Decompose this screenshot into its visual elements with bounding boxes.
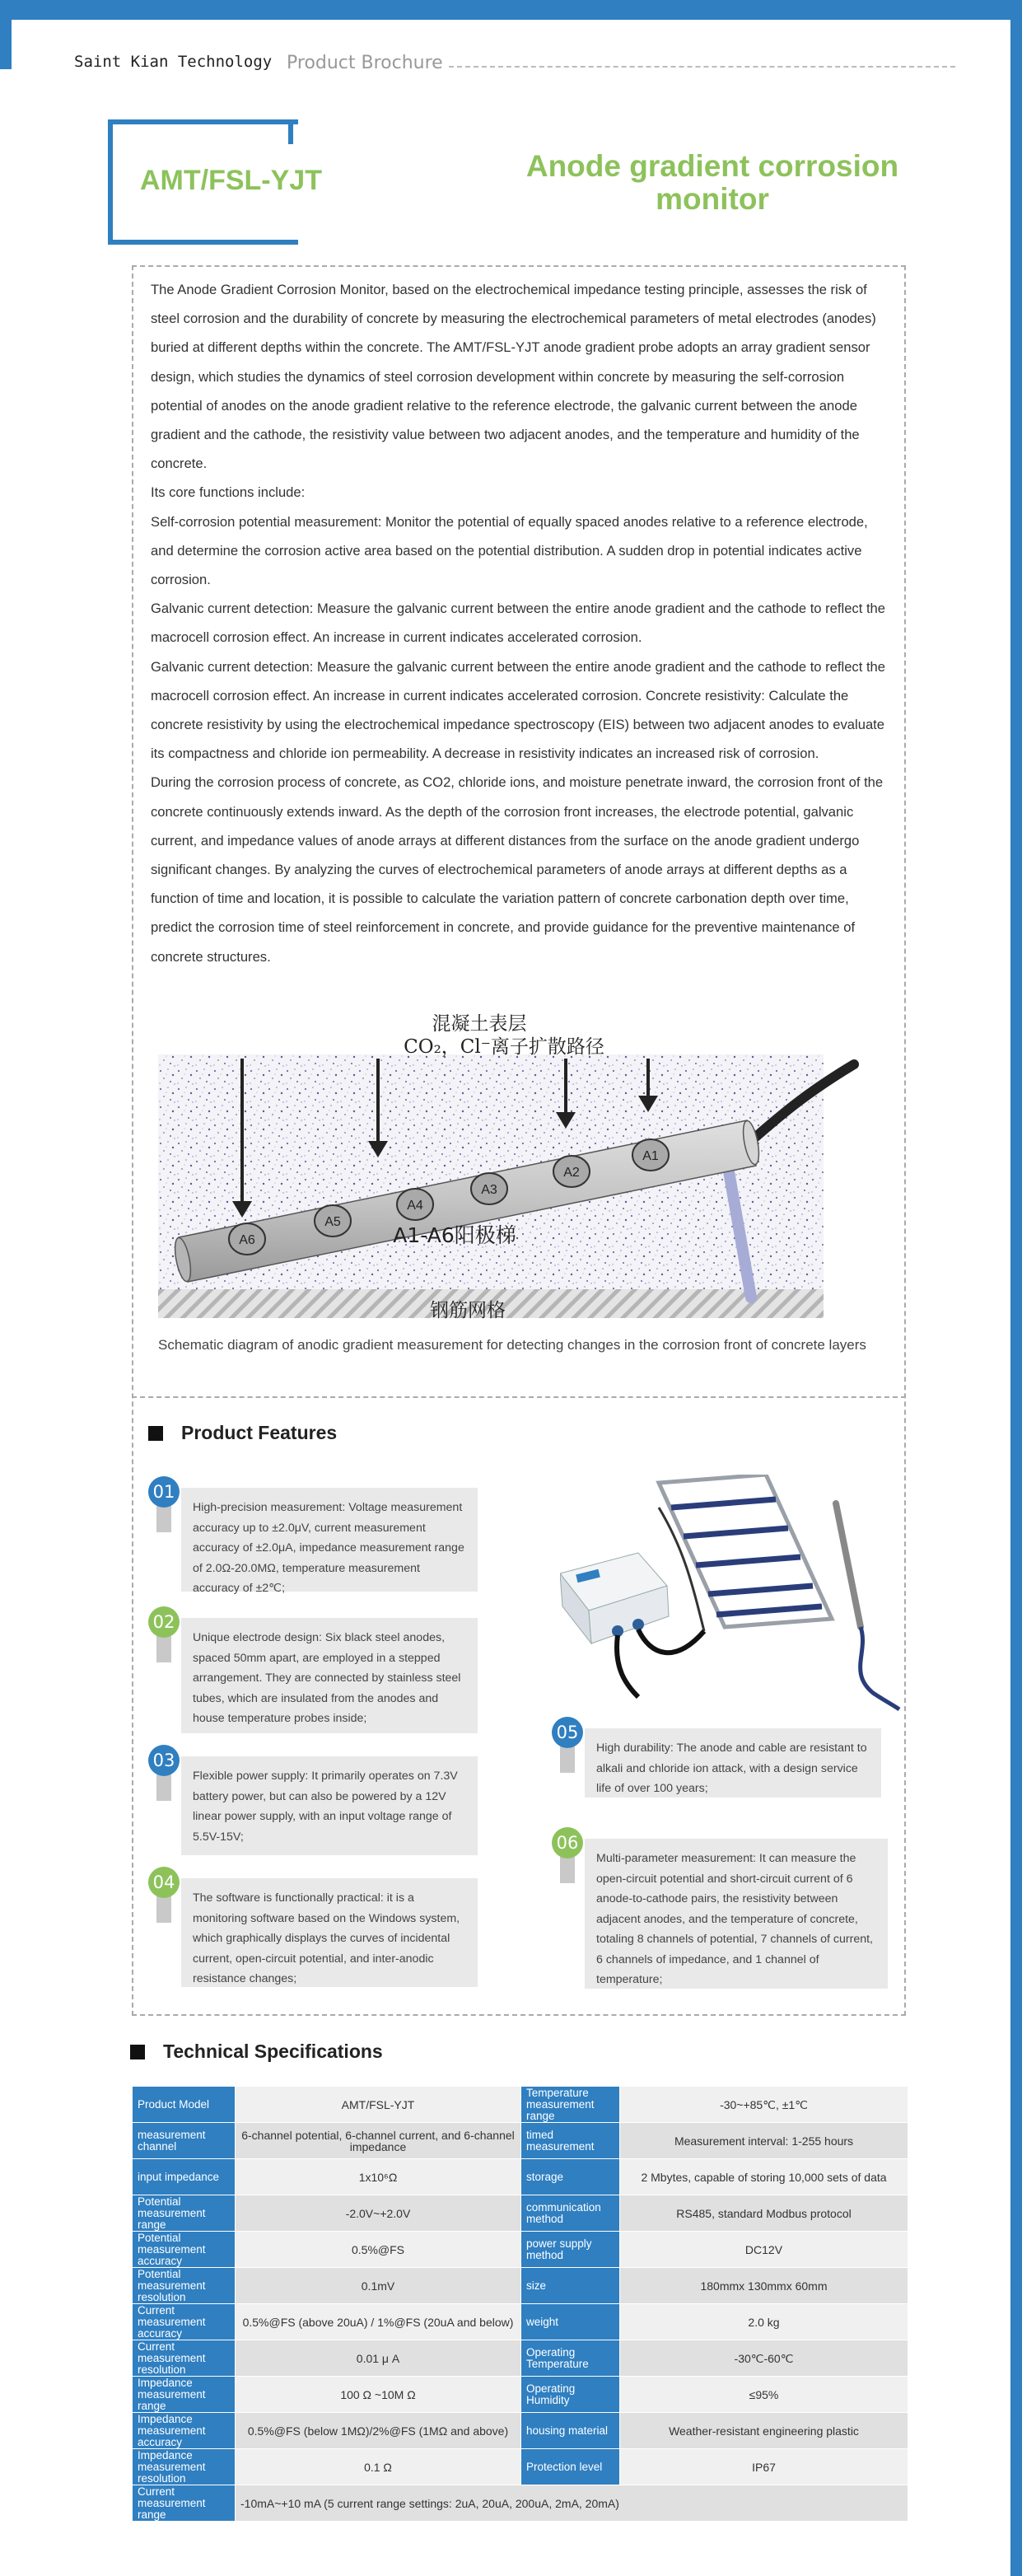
section-divider [132, 1396, 906, 1398]
spec-value: IP67 [620, 2449, 908, 2485]
intro-paragraph: Galvanic current detection: Measure the galvanic current between the entire anode gradient and the cathode to reflect the macrocell corrosion effect. An increase in current indicates accelerated corrosion. [151, 601, 886, 646]
monitor-enclosure [560, 1553, 704, 1697]
intro-paragraph: Galvanic current detection: Measure the galvanic current between the entire anode gradient and the cathode to reflect the macrocell corrosion effect. An increase in current indicates accelerated corrosion. Concrete resistivity: Calculate the concrete resistivity by using the electrochemical impedance spectroscopy (EIS) between two adjacent anodes to evaluate its compactness and chloride ion permeability. A decrease in resistivity indicates an increased risk of corrosion. [151, 658, 886, 762]
device-photo [560, 1475, 906, 1713]
table-row [133, 2413, 908, 2449]
surface-label: 混凝土表层 [432, 1013, 527, 1035]
spec-label: size [521, 2268, 620, 2304]
header-divider [449, 66, 955, 68]
spec-label: Operating Humidity [521, 2377, 620, 2413]
spec-label: Impedance measurement range [133, 2377, 236, 2413]
spec-value: DC12V [620, 2232, 908, 2268]
spec-value: -10mA~+10 mA (5 current range settings: 2uA, 20uA, 200uA, 2mA, 20mA) [236, 2485, 908, 2522]
spec-value: ≤95% [620, 2377, 908, 2413]
spec-value: 100 Ω ~10M Ω [236, 2377, 521, 2413]
intro-paragraph: The Anode Gradient Corrosion Monitor, based on the electrochemical impedance testing principle, assesses the risk of steel corrosion and the durability of concrete by measuring the electrochemical parameters of metal electrodes (anodes) buried at different depths within the concrete. The AMT/FSL-YJT anode gradient probe adopts an array gradient sensor design, which studies the dynamics of steel corrosion development within concrete by measuring the self-corrosion potential of anodes on the anode gradient relative to the reference electrode, the galvanic current between the anode gradient and the cathode, the resistivity value between two adjacent anodes, and the temperature and humidity of the concrete. [151, 282, 876, 472]
spec-label: Impedance measurement resolution [133, 2449, 236, 2485]
spec-value: Weather-resistant engineering plastic [620, 2413, 908, 2449]
table-row [133, 2449, 908, 2485]
spec-label: Potential measurement range [133, 2195, 236, 2232]
table-row [133, 2377, 908, 2413]
feature-text: Flexible power supply: It primarily operates on 7.3V battery power, but can also be powered by a 12V linear power supply, with an input voltage range of 5.5V-15V; [181, 1756, 478, 1855]
rebar-label: 钢筋网格 [430, 1300, 506, 1321]
spec-value: 0.1mV [236, 2268, 521, 2304]
spec-label: input impedance [133, 2159, 236, 2195]
spec-label: Current measurement resolution [133, 2340, 236, 2377]
table-row [133, 2232, 908, 2268]
spec-value: -30~+85℃, ±1℃ [620, 2087, 908, 2123]
feature-number: 01 [148, 1476, 180, 1508]
anode-ladder-label: A1-A6阳极梯 [393, 1223, 516, 1247]
feature-number: 02 [148, 1606, 180, 1638]
diffusion-path-label: CO₂，Cl⁻离子扩散路径 [404, 1036, 604, 1058]
top-frame-bar [0, 0, 1022, 20]
table-row [133, 2087, 908, 2123]
intro-paragraph: Self-corrosion potential measurement: Monitor the potential of equally spaced anodes relative to a reference electrode, and determine the corrosion active area based on the potential distribution. A sudden drop in potential indicates active corrosion. [151, 513, 868, 588]
spec-label: Product Model [133, 2087, 236, 2123]
spec-value: 6-channel potential, 6-channel current, and 6-channel impedance [236, 2123, 521, 2159]
specs-heading-text: Technical Specifications [163, 2041, 383, 2062]
feature-number: 06 [552, 1827, 583, 1858]
square-bullet-icon [130, 2045, 145, 2059]
table-row [133, 2159, 908, 2195]
spec-label: timed measurement [521, 2123, 620, 2159]
product-title: Anode gradient corrosion monitor [525, 149, 899, 216]
intro-paragraph: Its core functions include: [151, 484, 306, 501]
table-row [133, 2123, 908, 2159]
table-row [133, 2195, 908, 2232]
table-row [133, 2485, 908, 2522]
feature-text: High durability: The anode and cable are resistant to alkali and chloride ion attack, with a design service life of over 100 years; [585, 1728, 881, 1798]
anode-label: A1 [642, 1149, 659, 1163]
spec-value: 0.5%@FS (below 1MΩ)/2%@FS (1MΩ and above) [236, 2413, 521, 2449]
intro-text [151, 275, 888, 971]
spec-value: Measurement interval: 1-255 hours [620, 2123, 908, 2159]
spec-value: 1x10⁶Ω [236, 2159, 521, 2195]
table-row [133, 2340, 908, 2377]
spec-label: Potential measurement resolution [133, 2268, 236, 2304]
spec-label: power supply method [521, 2232, 620, 2268]
reference-electrode [836, 1503, 899, 1709]
diagram-svg [158, 1013, 873, 1326]
spec-label: Operating Temperature [521, 2340, 620, 2377]
feature-number: 05 [552, 1717, 583, 1748]
spec-value: 0.5%@FS [236, 2232, 521, 2268]
spec-label: storage [521, 2159, 620, 2195]
model-frame-tick [288, 119, 293, 144]
left-frame-bar [0, 0, 12, 69]
feature-number: 04 [148, 1867, 180, 1898]
intro-paragraph: During the corrosion process of concrete, as CO2, chloride ions, and moisture penetrate inward, the corrosion front of the concrete continuously extends inward. As the depth of the corrosion front increases, the electrode potential, galvanic current, and impedance values of anode arrays at different distances from the surface on the anode gradient undergo significant changes. By analyzing the curves of electrochemical parameters of anode arrays at different depths as a function of time and location, it is possible to calculate the variation pattern of concrete carbonation depth over time, predict the corrosion time of steel reinforcement in concrete, and provide guidance for the preventive maintenance of concrete structures. [151, 774, 884, 965]
right-frame-bar [1010, 0, 1022, 2576]
specs-heading [130, 2041, 383, 2063]
anode-gradient-diagram [158, 1013, 873, 1326]
feature-text: Multi-parameter measurement: It can measure the open-circuit potential and short-circuit current of 6 anode-to-cathode pairs, the resistivity between adjacent anodes, and the temperature of concrete, totaling 8 channels of potential, 7 channels of current, 6 channels of impedance, and 1 channel of temperature; [585, 1839, 888, 1989]
features-heading [148, 1422, 337, 1444]
spec-value: 0.5%@FS (above 20uA) / 1%@FS (20uA and below) [236, 2304, 521, 2340]
spec-value: -2.0V~+2.0V [236, 2195, 521, 2232]
model-name: AMT/FSL-YJT [140, 165, 322, 196]
table-row [133, 2304, 908, 2340]
spec-label: housing material [521, 2413, 620, 2449]
spec-label: Potential measurement accuracy [133, 2232, 236, 2268]
anode-ladder-probe [659, 1475, 832, 1631]
spec-value: -30℃-60℃ [620, 2340, 908, 2377]
spec-label: Protection level [521, 2449, 620, 2485]
device-illustration [560, 1475, 906, 1713]
spec-value: RS485, standard Modbus protocol [620, 2195, 908, 2232]
feature-text: Unique electrode design: Six black steel anodes, spaced 50mm apart, are employed in a stepped arrangement. They are connected by stainless steel tubes, which are insulated from the anodes and house temperature probes inside; [181, 1618, 478, 1733]
spec-value: 0.01 μ A [236, 2340, 521, 2377]
spec-value: 2.0 kg [620, 2304, 908, 2340]
spec-label: communication method [521, 2195, 620, 2232]
table-row [133, 2268, 908, 2304]
spec-value: AMT/FSL-YJT [236, 2087, 521, 2123]
page-header [74, 51, 955, 76]
square-bullet-icon [148, 1426, 163, 1441]
brand-name: Saint Kian Technology [74, 53, 273, 71]
anode-label: A3 [481, 1183, 497, 1197]
spec-table [132, 2086, 908, 2522]
feature-text: The software is functionally practical: it is a monitoring software based on the Windows system, which graphically displays the curves of incidental current, open-circuit potential, and inter-anodic resistance changes; [181, 1878, 478, 1987]
spec-value: 0.1 Ω [236, 2449, 521, 2485]
spec-value: 2 Mbytes, capable of storing 10,000 sets of data [620, 2159, 908, 2195]
spec-label: Impedance measurement accuracy [133, 2413, 236, 2449]
feature-number: 03 [148, 1745, 180, 1776]
spec-label: weight [521, 2304, 620, 2340]
anode-label: A4 [407, 1199, 423, 1213]
spec-label: Current measurement accuracy [133, 2304, 236, 2340]
spec-label: measurement channel [133, 2123, 236, 2159]
anode-label: A5 [324, 1215, 341, 1229]
spec-label: Temperature measurement range [521, 2087, 620, 2123]
anode-label: A6 [239, 1233, 255, 1247]
feature-text: High-precision measurement: Voltage measurement accuracy up to ±2.0μV, current measurement accuracy of ±2.0μA, impedance measurement range of 2.0Ω-20.0MΩ, temperature measurement accuracy of ±2℃; [181, 1488, 478, 1592]
section-label: Product Brochure [287, 53, 443, 73]
features-heading-text: Product Features [181, 1422, 338, 1443]
diagram-caption: Schematic diagram of anodic gradient measurement for detecting changes in the corrosion front of concrete layers [158, 1337, 866, 1353]
spec-label: Current measurement range [133, 2485, 236, 2522]
anode-label: A2 [563, 1166, 580, 1180]
spec-value: 180mmx 130mmx 60mm [620, 2268, 908, 2304]
